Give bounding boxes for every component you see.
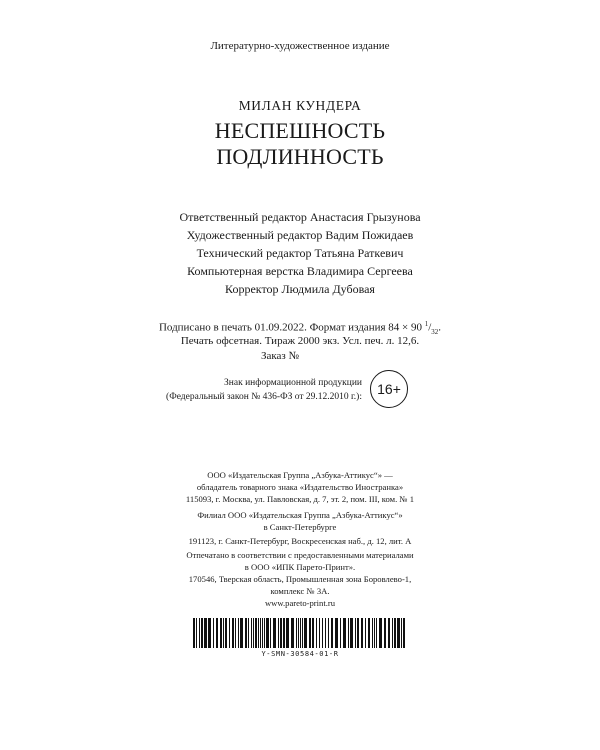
print-signed-suffix: . — [438, 321, 442, 334]
credit-layout: Компьютерная верстка Владимира Сергеева — [187, 264, 413, 278]
barcode-bar — [365, 618, 366, 648]
edition-type: Литературно-художественное издание — [210, 40, 390, 52]
barcode-bar — [216, 618, 218, 648]
barcode-image — [192, 618, 408, 648]
barcode-bar — [343, 618, 346, 648]
barcode-bar — [204, 618, 207, 648]
barcode-bar — [331, 618, 333, 648]
barcode-bar — [258, 618, 259, 648]
barcode-bar — [374, 618, 375, 648]
barcode-bar — [401, 618, 402, 648]
barcode-bar — [322, 618, 323, 648]
barcode-bar — [335, 618, 338, 648]
imprint-line-9: 170546, Тверская область, Промышленная зона Боровлево-1, — [188, 574, 412, 584]
imprint-line-11: www.pareto-print.ru — [264, 598, 336, 608]
credit-tech-editor: Технический редактор Татьяна Раткевич — [196, 246, 404, 260]
barcode-block — [192, 618, 408, 660]
barcode-bar — [392, 618, 393, 648]
imprint-line-2: обладатель товарного знака «Издательство Иностранка» — [196, 482, 404, 492]
barcode-bar — [208, 618, 211, 648]
barcode-bar — [223, 618, 224, 648]
book-title-2: ПОДЛИННОСТЬ — [216, 144, 384, 169]
barcode-bar — [397, 618, 400, 648]
barcode-bar — [229, 618, 230, 648]
barcode-bar — [286, 618, 289, 648]
barcode-bar — [262, 618, 263, 648]
barcode-bar — [264, 618, 265, 648]
barcode-bar — [328, 618, 329, 648]
barcode-bar — [255, 618, 257, 648]
barcode-bar — [266, 618, 269, 648]
barcode-bar — [251, 618, 252, 648]
barcode-bar — [196, 618, 197, 648]
barcode-bar — [376, 618, 377, 648]
barcode-bar — [312, 618, 314, 648]
barcode-text: Y-SMN-30584-01-R — [261, 650, 339, 658]
barcode-bar — [199, 618, 200, 648]
barcode-bar — [325, 618, 326, 648]
barcode-bar — [291, 618, 294, 648]
barcode-bar — [368, 618, 370, 648]
barcode-bar — [350, 618, 353, 648]
imprint-line-4: Филиал ООО «Издательская Группа „Азбука-Аттикус“» — [197, 510, 403, 520]
book-title-1: НЕСПЕШНОСТЬ — [214, 118, 386, 143]
barcode-bar — [302, 618, 303, 648]
format-numerator: 1 — [424, 320, 429, 328]
imprint-line-6: 191123, г. Санкт-Петербург, Воскресенская наб., д. 12, лит. А — [188, 536, 412, 546]
imprint-line-8: в ООО «ИПК Парето-Принт». — [244, 562, 356, 572]
imprint-line-1: ООО «Издательская Группа „Азбука-Аттикус“» — — [207, 470, 393, 480]
order-label: Заказ № — [260, 350, 300, 362]
barcode-bar — [253, 618, 254, 648]
barcode-bar — [384, 618, 386, 648]
barcode-bar — [270, 618, 271, 648]
barcode-bar — [245, 618, 247, 648]
barcode-bar — [316, 618, 317, 648]
barcode-bar — [372, 618, 373, 648]
barcode-bar — [213, 618, 214, 648]
age-rating-block — [0, 370, 600, 410]
age-rating-label-2: (Федеральный закон № 436-ФЗ от 29.12.2010 г.): — [166, 392, 362, 402]
barcode-bar — [193, 618, 195, 648]
barcode-bar — [283, 618, 285, 648]
barcode-bar — [296, 618, 297, 648]
barcode-bar — [240, 618, 243, 648]
barcode-bar — [273, 618, 276, 648]
age-rating-label-1: Знак информационной продукции — [224, 378, 362, 388]
barcode-bar — [225, 618, 227, 648]
print-signed-text: Подписано в печать 01.09.2022. Формат издания 84 × 90 — [158, 321, 422, 334]
barcode-bar — [403, 618, 405, 648]
barcode-bar — [220, 618, 222, 648]
imprint-line-3: 115093, г. Москва, ул. Павловская, д. 7, эт. 2, пом. III, ком. № 1 — [185, 494, 415, 504]
barcode-bar — [280, 618, 282, 648]
barcode-bar — [394, 618, 396, 648]
barcode-bar — [348, 618, 349, 648]
credit-art-editor: Художественный редактор Вадим Пожидаев — [186, 228, 414, 242]
imprint-line-10: комплекс № 3А. — [270, 586, 330, 596]
barcode-bar — [278, 618, 279, 648]
barcode-bar — [340, 618, 341, 648]
author-name: МИЛАН КУНДЕРА — [238, 98, 362, 113]
order-number-line — [0, 350, 600, 362]
barcode-bar — [300, 618, 301, 648]
barcode-bar — [319, 618, 320, 648]
print-circulation-line: Печать офсетная. Тираж 2000 экз. Усл. печ. л. 12,6. — [180, 335, 420, 347]
barcode-bar — [238, 618, 239, 648]
credit-managing-editor: Ответственный редактор Анастасия Грызунова — [179, 210, 421, 224]
barcode-bar — [304, 618, 307, 648]
imprint-line-7: Отпечатано в соответствии с предоставленными материалами — [186, 550, 414, 560]
barcode-bar — [260, 618, 261, 648]
barcode-bar — [357, 618, 359, 648]
barcode-bar — [235, 618, 236, 648]
credit-proofreader: Корректор Людмила Дубовая — [225, 282, 375, 296]
barcode-bar — [298, 618, 299, 648]
barcode-bar — [201, 618, 203, 648]
barcode-bar — [309, 618, 311, 648]
barcode-bar — [232, 618, 234, 648]
barcode-bar — [379, 618, 382, 648]
barcode-bar — [361, 618, 363, 648]
barcode-bar — [388, 618, 390, 648]
format-denominator: 32 — [431, 327, 439, 336]
imprint-line-5: в Санкт-Петербурге — [263, 522, 337, 532]
barcode-bar — [355, 618, 356, 648]
print-signed-line: Подписано в печать 01.09.2022. Формат издания 84 × 90 $^1/_{32}$. — [158, 320, 442, 336]
barcode-bar — [248, 618, 249, 648]
age-rating-badge: 16+ — [370, 370, 408, 408]
